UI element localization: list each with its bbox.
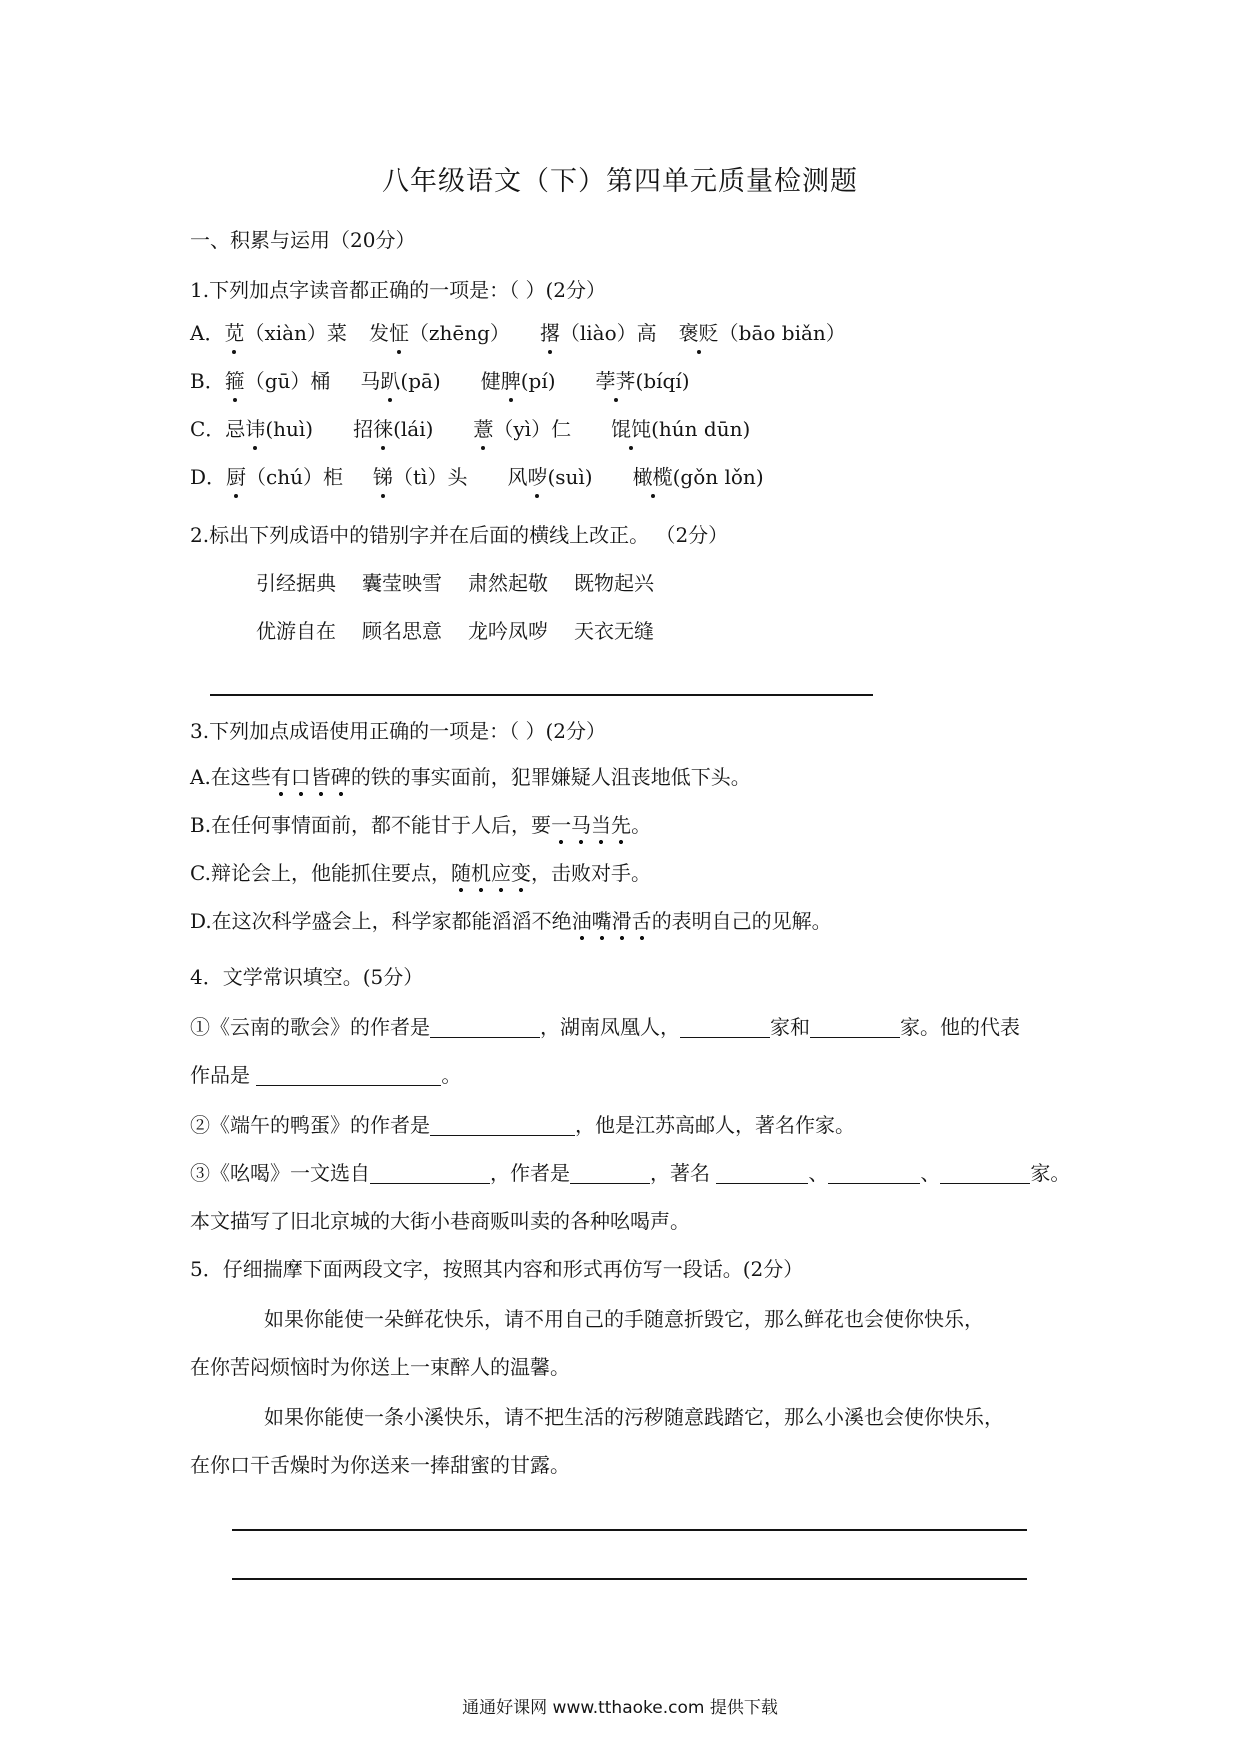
idiom: 囊莹映雪 — [362, 571, 442, 595]
answer-blank[interactable] — [828, 1161, 920, 1184]
q3-option-b: B.在任何事情面前，都不能甘于人后，要一马当先。 — [190, 810, 651, 840]
idiom: 天衣无缝 — [574, 619, 654, 643]
dotted-char: 褒贬 — [679, 318, 719, 348]
answer-blank[interactable] — [810, 1015, 900, 1038]
q4-line-1: ①《云南的歌会》的作者是 ，湖南凤凰人， 家和 家。他的代表 — [190, 1015, 1020, 1039]
q4-line-3: ②《端午的鸭蛋》的作者是 ，他是江苏高邮人，著名作家。 — [190, 1113, 855, 1137]
dotted-char: 荸荠 — [596, 366, 636, 396]
answer-blank[interactable] — [570, 1161, 650, 1184]
q3-option-a: A.在这些有口皆碑的铁的事实面前，犯罪嫌疑人沮丧地低下头。 — [190, 762, 751, 792]
footer-source: 通通好课网 www.tthaoke.com 提供下载 — [462, 1698, 778, 1718]
answer-blank[interactable] — [256, 1063, 441, 1086]
answer-blank[interactable] — [716, 1161, 808, 1184]
dotted-idiom: 油嘴滑舌 — [572, 909, 652, 941]
dotted-char: 撂 — [540, 318, 560, 348]
page-title: 八年级语文（下）第四单元质量检测题 — [382, 166, 858, 197]
dotted-idiom: 随机应变 — [451, 861, 531, 893]
dotted-char: 锑 — [373, 462, 393, 492]
dotted-char: 橄榄 — [633, 462, 673, 492]
q5-paragraph-1-line-2: 在你苦闷烦恼时为你送上一束醉人的温馨。 — [190, 1355, 570, 1379]
dotted-char: 趴 — [380, 366, 400, 396]
q2-idiom-row-2 — [256, 616, 654, 646]
answer-blank[interactable] — [680, 1015, 770, 1038]
q3-stem: 3.下列加点成语使用正确的一项是：（ ）(2分） — [190, 719, 606, 743]
q3-option-d: D.在这次科学盛会上，科学家都能滔滔不绝油嘴滑舌的表明自己的见解。 — [190, 906, 832, 936]
q1-option-d: D．厨（chú）柜 锑（tì）头 风哕(suì) 橄榄(gǒn lǒn) — [190, 462, 764, 492]
q5-paragraph-1-line-1: 如果你能使一朵鲜花快乐，请不用自己的手随意折毁它，那么鲜花也会使你快乐， — [264, 1307, 984, 1331]
idiom: 既物起兴 — [574, 571, 654, 595]
q2-stem: 2.标出下列成语中的错别字并在后面的横线上改正。 （2分） — [190, 523, 729, 547]
answer-blank[interactable] — [370, 1161, 490, 1184]
q1-option-a: A．苋（xiàn）菜 发怔（zhēng） 撂（liào）高 褒贬（bāo biǎn） — [190, 318, 846, 348]
dotted-char: 哕 — [527, 462, 547, 492]
q5-answer-line-1[interactable] — [232, 1529, 1027, 1531]
dotted-char: 苋 — [224, 318, 244, 348]
q3-option-c: C.辩论会上，他能抓住要点，随机应变，击败对手。 — [190, 858, 651, 888]
q2-idiom-row-1 — [256, 568, 654, 598]
idiom: 肃然起敬 — [468, 571, 548, 595]
idiom: 优游自在 — [256, 619, 336, 643]
q1-option-c: C．忌讳(huì) 招徕(lái) 薏（yì）仁 馄饨(hún dūn) — [190, 414, 750, 444]
dotted-char: 馄饨 — [611, 414, 651, 444]
q5-paragraph-2-line-2: 在你口干舌燥时为你送来一捧甜蜜的甘露。 — [190, 1453, 570, 1477]
idiom: 引经据典 — [256, 571, 336, 595]
q4-stem: 4．文学常识填空。(5分） — [190, 965, 424, 989]
dotted-char: 徕 — [373, 414, 393, 444]
answer-blank[interactable] — [430, 1113, 575, 1136]
q5-paragraph-2-line-1: 如果你能使一条小溪快乐，请不把生活的污秽随意践踏它，那么小溪也会使你快乐， — [264, 1405, 1004, 1429]
q5-answer-line-2[interactable] — [232, 1578, 1027, 1580]
answer-blank[interactable] — [940, 1161, 1030, 1184]
dotted-char: 厨 — [226, 462, 246, 492]
q2-answer-line[interactable] — [210, 694, 873, 696]
dotted-char: 薏 — [473, 414, 493, 444]
dotted-char: 箍 — [225, 366, 245, 396]
dotted-char: 讳 — [245, 414, 265, 444]
idiom: 顾名思意 — [362, 619, 442, 643]
dotted-char: 怔 — [389, 318, 409, 348]
q4-line-2: 作品是 。 — [190, 1063, 462, 1087]
answer-blank[interactable] — [430, 1015, 540, 1038]
q5-stem: 5．仔细揣摩下面两段文字，按照其内容和形式再仿写一段话。(2分） — [190, 1257, 804, 1281]
dotted-idiom: 有口皆碑 — [271, 765, 351, 797]
idiom: 龙吟凤哕 — [468, 619, 548, 643]
dotted-char: 脾 — [501, 366, 521, 396]
section-heading: 一、积累与运用（20分） — [190, 228, 416, 252]
q4-line-5: 本文描写了旧北京城的大街小巷商贩叫卖的各种吆喝声。 — [190, 1209, 690, 1233]
q4-line-4: ③《吆喝》一文选自 ，作者是 ，著名 、 、 家。 — [190, 1161, 1071, 1185]
q1-stem: 1.下列加点字读音都正确的一项是：（ ）(2分） — [190, 278, 606, 302]
dotted-idiom: 一马当先 — [551, 813, 631, 845]
q1-option-b: B．箍（gū）桶 马趴(pā) 健脾(pí) 荸荠(bíqí) — [190, 366, 690, 396]
